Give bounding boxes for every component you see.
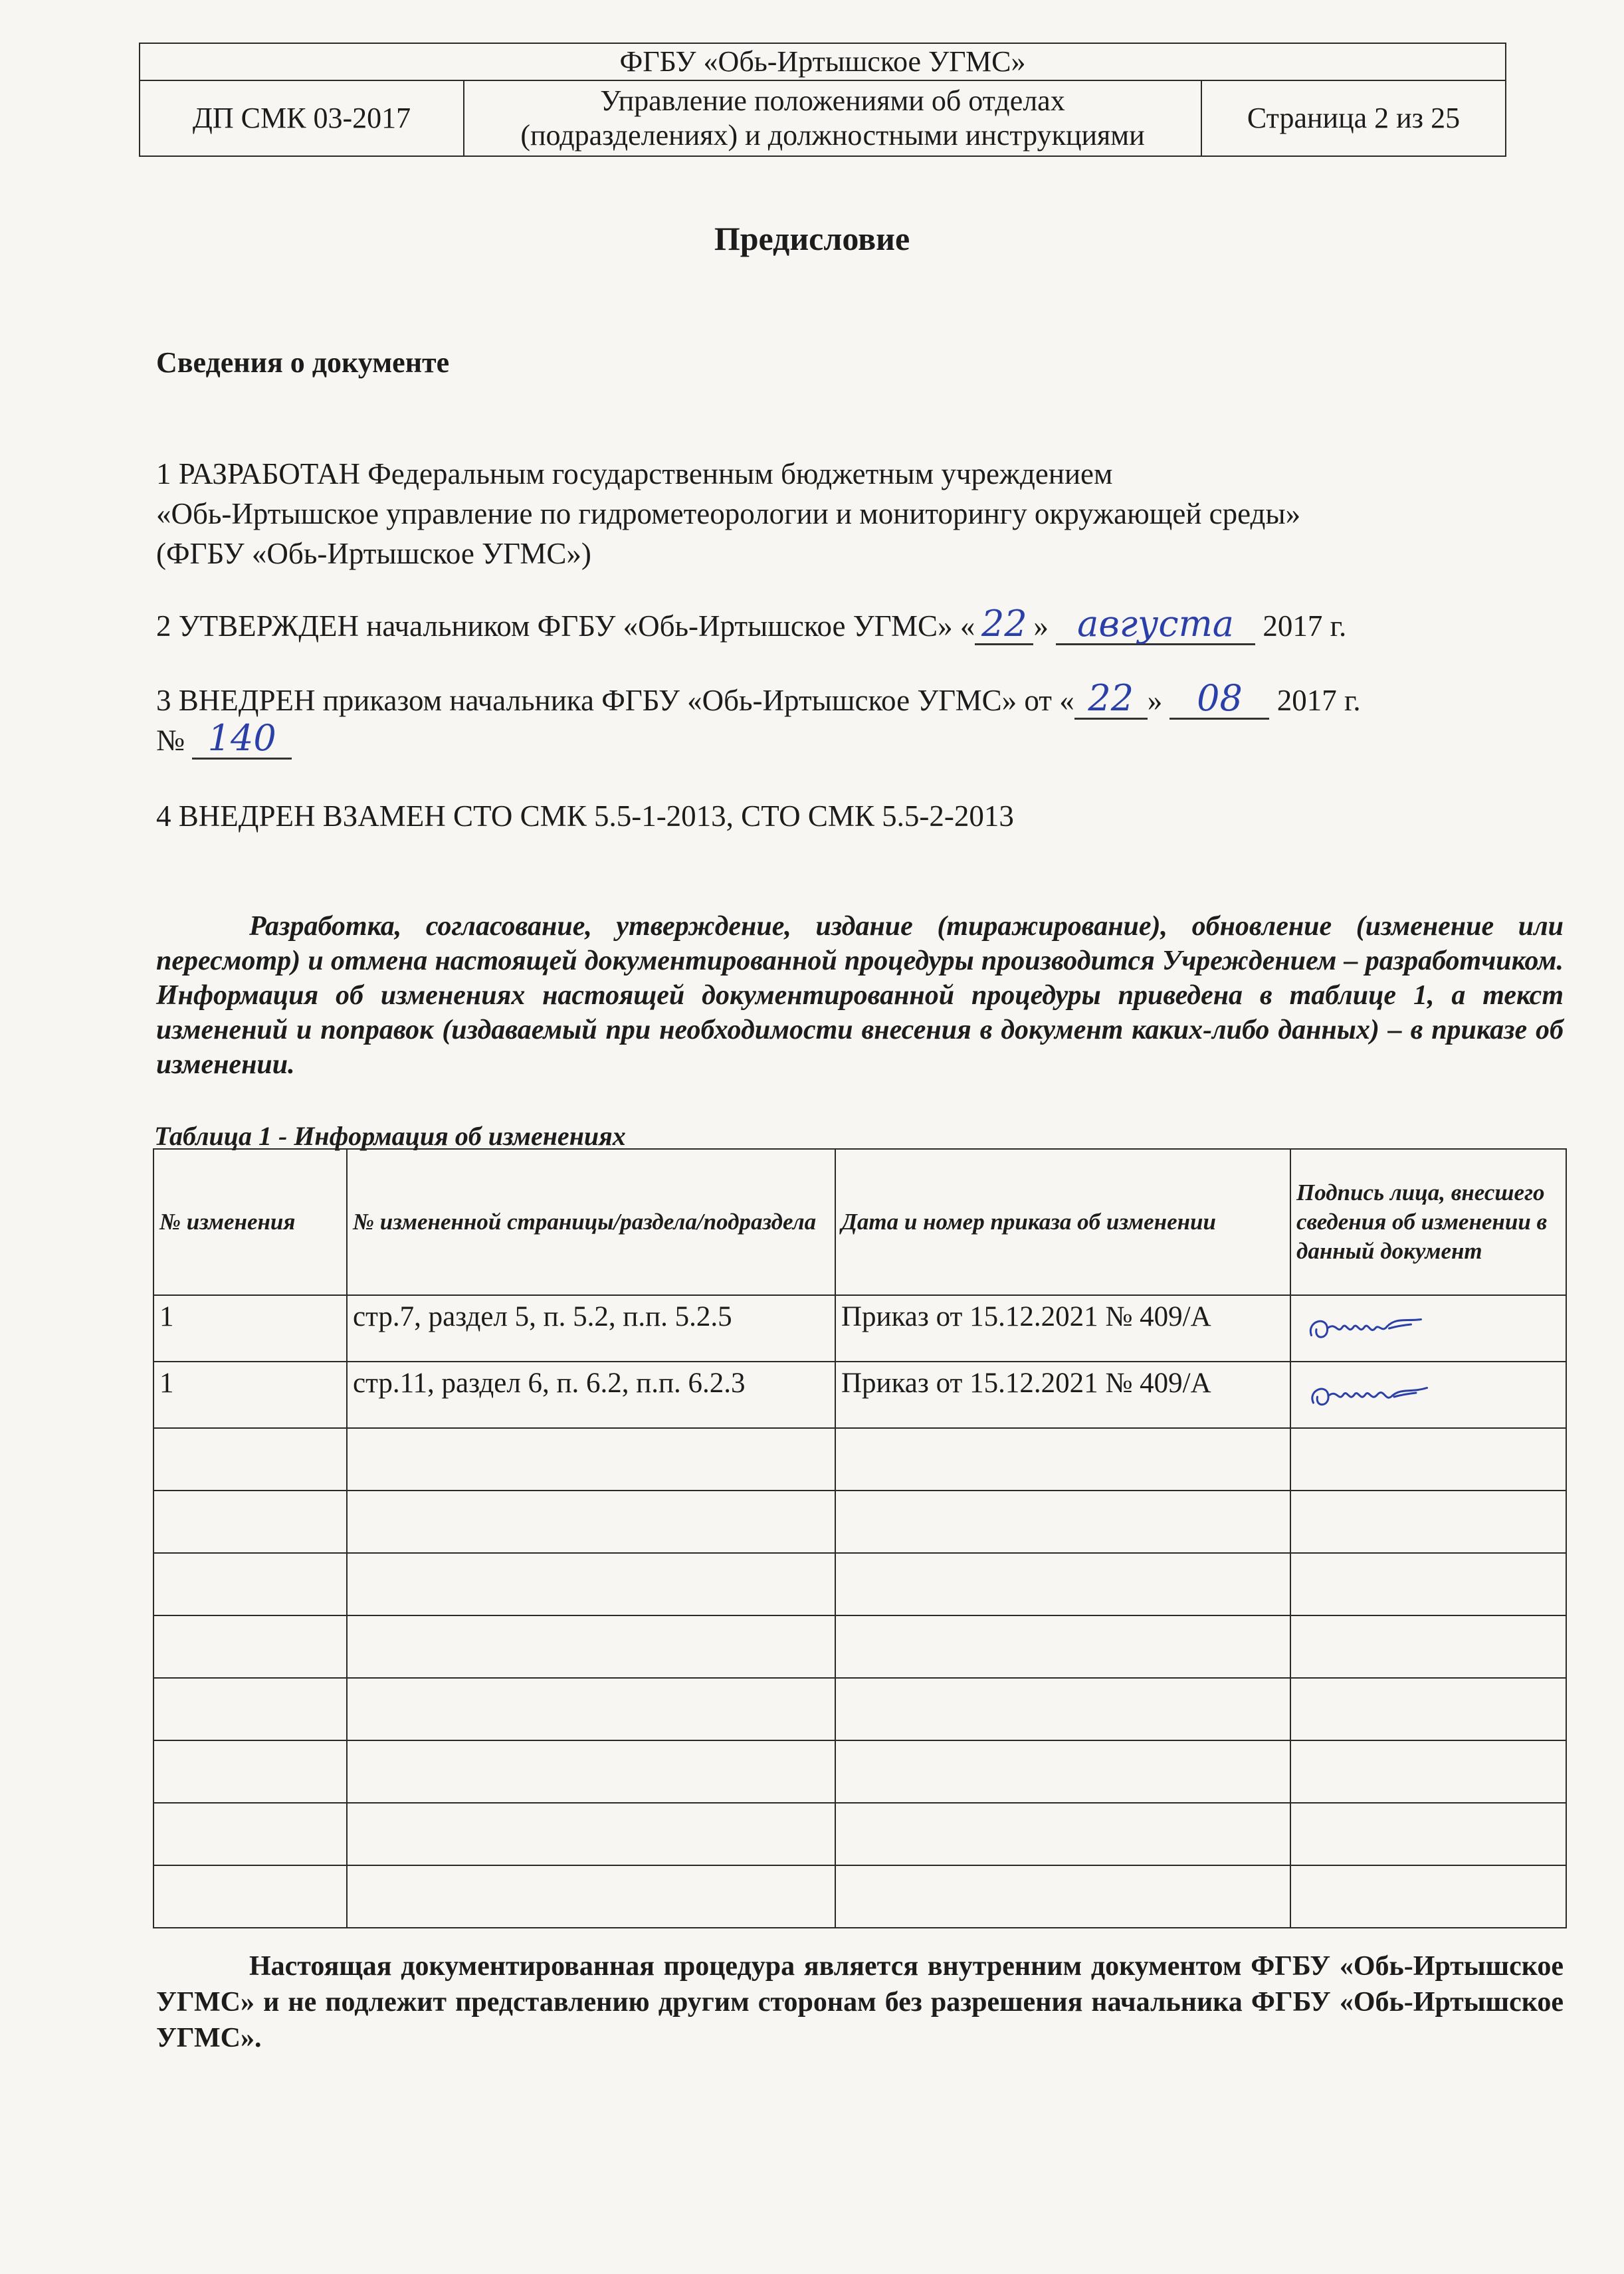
cell-order: Приказ от 15.12.2021 № 409/А [835, 1362, 1290, 1428]
table-row [153, 1295, 1566, 1362]
table-header-row [153, 1149, 1566, 1295]
table-row [153, 1362, 1566, 1428]
order-number-label: № [156, 724, 185, 757]
cell-changed-page: стр.11, раздел 6, п. 6.2, п.п. 6.2.3 [347, 1362, 835, 1428]
cell-order: Приказ от 15.12.2021 № 409/А [835, 1295, 1290, 1362]
approved-day-handwritten: 22 [981, 603, 1027, 645]
item-2-prefix: 2 УТВЕРЖДЕН начальником ФГБУ «Обь-Иртышское УГМС» « [156, 609, 975, 643]
table-row-empty [153, 1491, 1566, 1553]
intro-note-text: Разработка, согласование, утверждение, издание (тиражирование), обновление (изменение или пересмотр) и отмена настоящей документированной процедуры производится Учреждением – разработчиком. Информация об изменениях настоящей документированной процедуры приведена в таблице 1, а текст изменений и поправок (издаваемый при необходимости внесения в документ каких-либо данных) – в приказе об изменении. [156, 911, 1564, 1080]
item-1-line1: 1 РАЗРАБОТАН Федеральным государственным бюджетным учреждением [156, 457, 1113, 490]
order-number-handwritten: 140 [207, 717, 276, 759]
item-3-prefix: 3 ВНЕДРЕН приказом начальника ФГБУ «Обь-Иртышское УГМС» от « [156, 684, 1074, 717]
table-row-empty [153, 1428, 1566, 1491]
intro-note [156, 909, 1564, 1082]
item-1 [156, 454, 1300, 573]
item-1-line3: (ФГБУ «Обь-Иртышское УГМС») [156, 537, 591, 570]
table-row-empty [153, 1740, 1566, 1803]
cell-signature [1290, 1362, 1566, 1428]
handwritten-signature [1296, 1300, 1496, 1353]
header-doc-code: ДП СМК 03-2017 [140, 80, 464, 156]
approved-year: 2017 г. [1263, 609, 1347, 643]
cell-changed-page: стр.7, раздел 5, п. 5.2, п.п. 5.2.5 [347, 1295, 835, 1362]
section-subtitle: Сведения о документе [156, 346, 450, 379]
col-changed-page: № измененной страницы/раздела/подраздела [347, 1149, 835, 1295]
approved-month-field [1056, 603, 1255, 645]
changes-table [153, 1148, 1567, 1928]
item-1-line2: «Обь-Иртышское управление по гидрометеорологии и мониторингу окружающей среды» [156, 497, 1301, 530]
implemented-month-field [1169, 677, 1269, 720]
header-page-number: Страница 2 из 25 [1201, 80, 1506, 156]
header-org: ФГБУ «Обь-Иртышское УГМС» [140, 43, 1506, 80]
handwritten-signature [1296, 1366, 1496, 1419]
table-row-empty [153, 1865, 1566, 1928]
cell-change-number: 1 [153, 1295, 347, 1362]
table-row-empty [153, 1553, 1566, 1615]
approved-month-handwritten: августа [1077, 603, 1235, 645]
table-caption: Таблица 1 - Информация об изменениях [154, 1121, 626, 1151]
implemented-year: 2017 г. [1276, 684, 1361, 717]
col-order-date: Дата и номер приказа об изменении [835, 1149, 1290, 1295]
item-4: 4 ВНЕДРЕН ВЗАМЕН СТО СМК 5.5-1-2013, СТО СМК 5.5-2-2013 [156, 799, 1014, 833]
footer-paragraph [156, 1948, 1564, 2056]
item-3-number [156, 717, 292, 760]
cell-change-number: 1 [153, 1362, 347, 1428]
page-title: Предисловие [714, 220, 910, 257]
document-header [139, 43, 1506, 157]
implemented-month-handwritten: 08 [1197, 677, 1243, 719]
approved-day-field [975, 603, 1033, 645]
col-change-number: № изменения [153, 1149, 347, 1295]
header-doc-title [464, 80, 1201, 156]
order-number-field [192, 717, 292, 760]
item-2: 2 УТВЕРЖДЕН начальником ФГБУ «Обь-Иртышское УГМС» « 22 » августа 2017 г. [156, 603, 1347, 645]
implemented-day-handwritten: 22 [1088, 677, 1134, 719]
item-3: 3 ВНЕДРЕН приказом начальника ФГБУ «Обь-Иртышское УГМС» от « 22 » 08 2017 г. [156, 677, 1361, 719]
implemented-day-field [1074, 677, 1148, 720]
footer-text: Настоящая документированная процедура является внутренним документом ФГБУ «Обь-Иртышское УГМС» и не подлежит представлению другим сторонам без разрешения начальника ФГБУ «Обь-Иртышское УГМС». [156, 1951, 1564, 2053]
col-signature: Подпись лица, внесшего сведения об изменении в данный документ [1290, 1149, 1566, 1295]
table-row-empty [153, 1803, 1566, 1865]
table-row-empty [153, 1678, 1566, 1740]
header-doc-title-line2: (подразделениях) и должностными инструкциями [520, 119, 1145, 152]
cell-signature [1290, 1295, 1566, 1362]
table-row-empty [153, 1615, 1566, 1678]
header-doc-title-line1: Управление положениями об отделах [600, 84, 1065, 117]
